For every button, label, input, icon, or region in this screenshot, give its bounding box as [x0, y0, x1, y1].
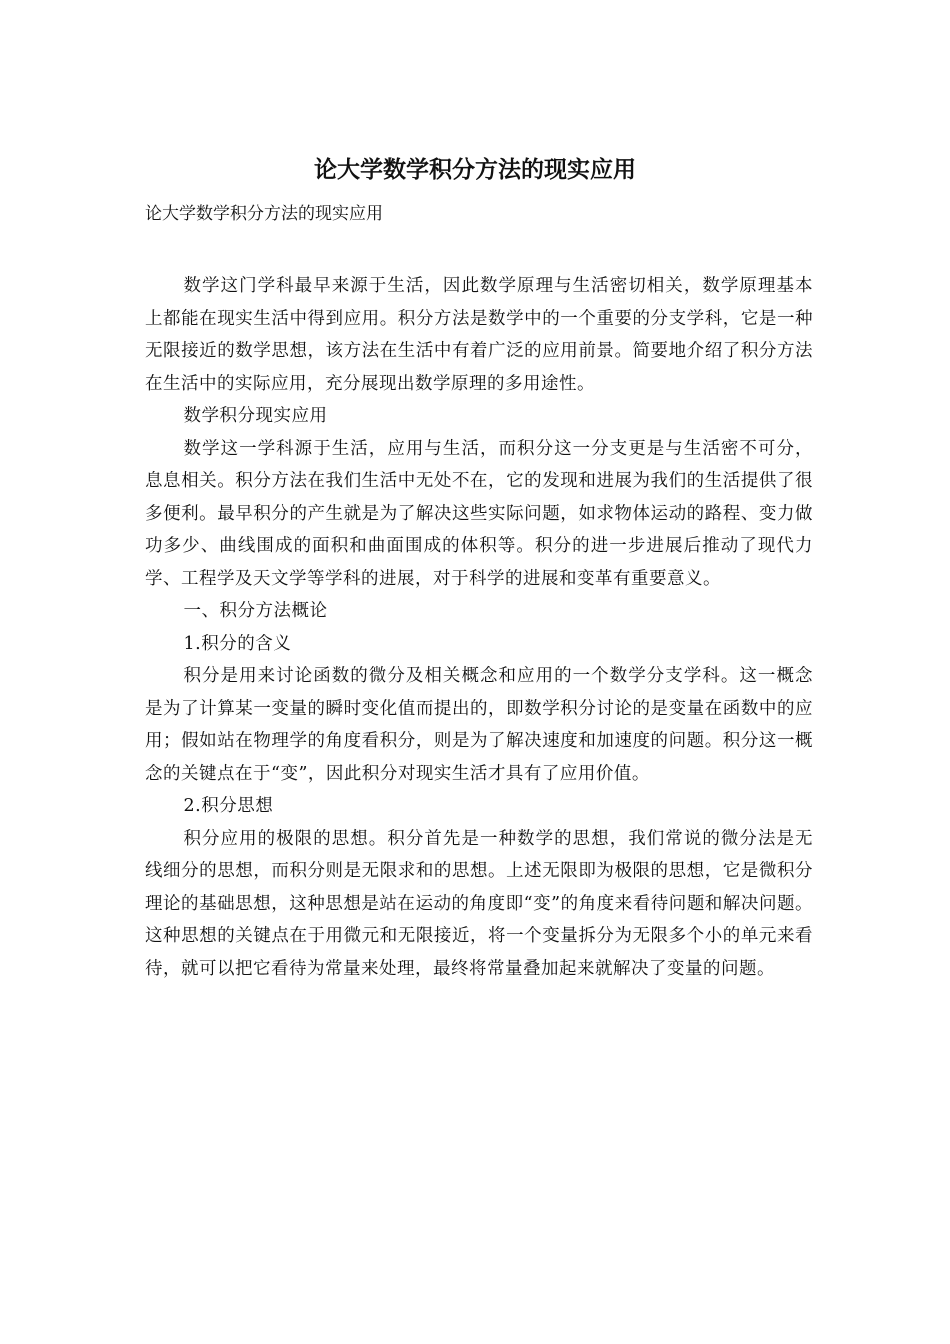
abstract-paragraph: 数学这门学科最早来源于生活，因此数学原理与生活密切相关，数学原理基本上都能在现实生活中得到应用。积分方法是数学中的一个重要的分支学科，它是一种无限接近的数学思想，该方法在生活中有着广泛的应用前景。简要地介绍了积分方法在生活中的实际应用，充分展现出数学原理的多用途性。	[145, 276, 813, 394]
section-heading: 一、积分方法概论	[183, 601, 328, 621]
document-title: 论大学数学积分方法的现实应用	[314, 156, 636, 183]
intro-paragraph: 数学这一学科源于生活，应用与生活，而积分这一分支更是与生活密不可分，息息相关。积分方法在我们生活中无处不在，它的发现和进展为我们的生活提供了很多便利。最早积分的产生就是为了解决这些实际问题，如求物体运动的路程、变力做功多少、曲线围成的面积和曲面围成的体积等。积分的进一步进展后推动了现代力学、工程学及天文学等学科的进展，对于科学的进展和变革有重要意义。	[145, 438, 813, 589]
body-paragraph: 积分应用的极限的思想。积分首先是一种数学的思想，我们常说的微分法是无线细分的思想，而积分则是无限求和的思想。上述无限即为极限的思想，它是微积分理论的基础思想，这种思想是站在运动的角度即“变”的角度来看待问题和解决问题。这种思想的关键点在于用微元和无限接近，将一个变量拆分为无限多个小的单元来看待，就可以把它看待为常量来处理，最终将常量叠加起来就解决了变量的问题。	[145, 828, 813, 979]
body-paragraph: 积分是用来讨论函数的微分及相关概念和应用的一个数学分支学科。这一概念是为了计算某一变量的瞬时变化值而提出的，即数学积分讨论的是变量在函数中的应用；假如站在物理学的角度看积分，则是为了解决速度和加速度的问题。积分这一概念的关键点在于“变”，因此积分对现实生活才具有了应用价值。	[145, 666, 813, 784]
document-body	[145, 270, 813, 985]
subsection-heading: 1.积分的含义	[183, 633, 292, 654]
document-subtitle: 论大学数学积分方法的现实应用	[145, 204, 383, 224]
subsection-heading: 2.积分思想	[183, 796, 274, 816]
keywords-line: 数学积分现实应用	[183, 406, 328, 426]
